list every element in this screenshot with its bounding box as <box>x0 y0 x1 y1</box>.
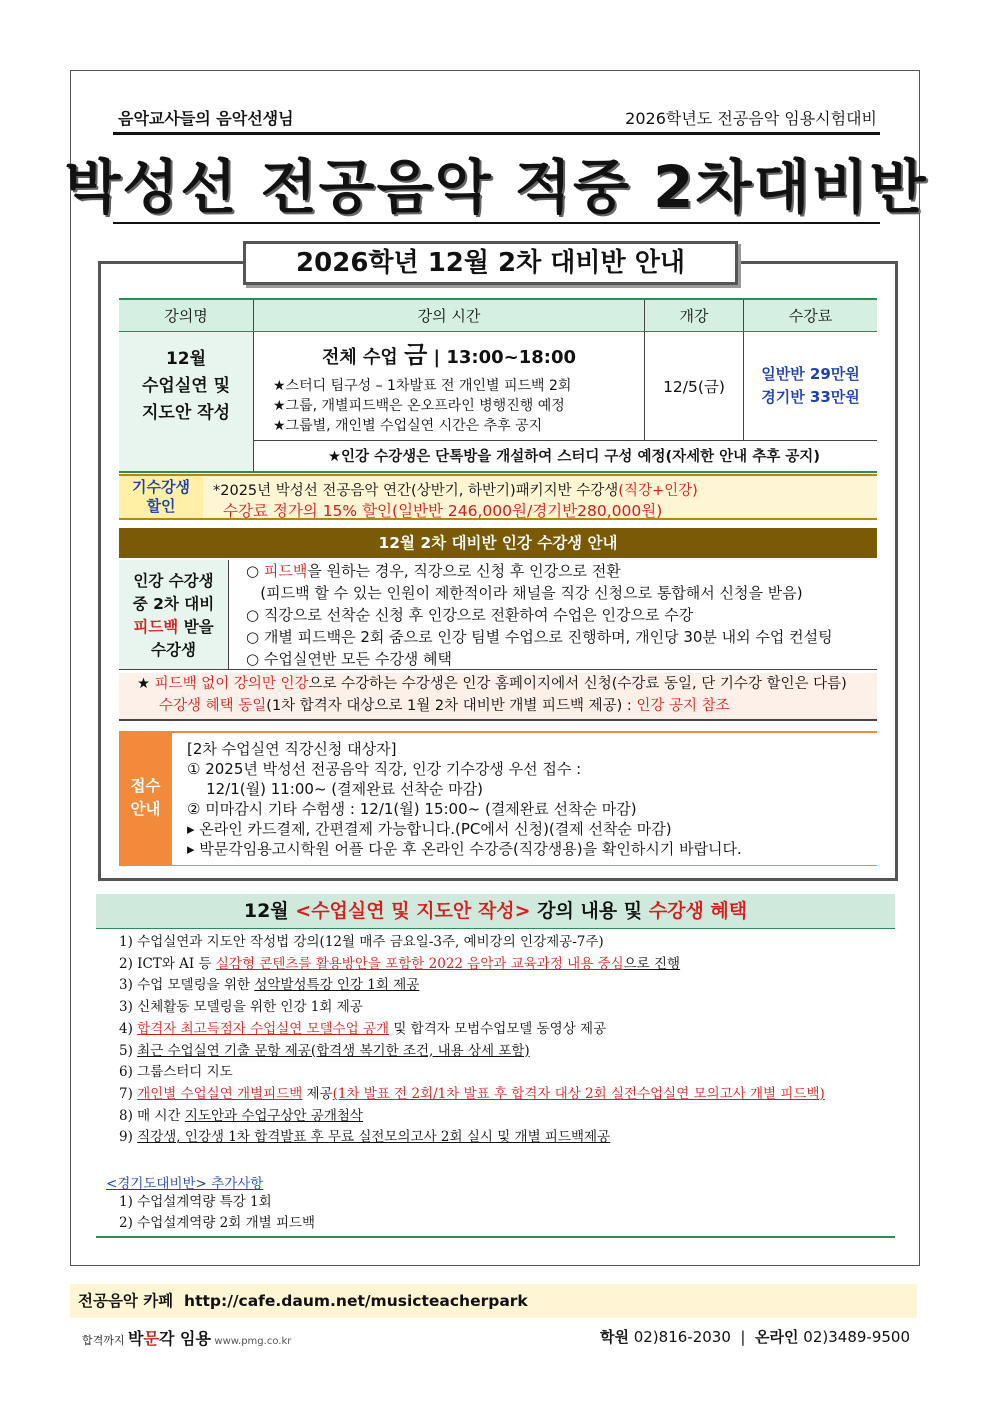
benefit-item: 1) 수업실연과 지도안 작성법 강의(12월 매주 금요일-3주, 예비강의 인강제공-7주) <box>119 934 604 950</box>
lecture-time-cell <box>254 332 645 441</box>
benefit-highlight: 합격자 최고득점자 수업실연 모델수업 공개 <box>137 1020 390 1037</box>
col-lecture-name: 강의명 <box>119 299 254 332</box>
registration-label-line: 안내 <box>130 800 161 818</box>
benefit-item: 3) 신체활동 모델링을 위한 인강 1회 제공 <box>119 999 363 1016</box>
brand-url[interactable]: www.pmg.co.kr <box>214 1336 292 1347</box>
discount-label <box>119 476 203 518</box>
registration-line: ① 2025년 박성선 전공음악 직강, 인강 기수강생 우선 접수 : <box>187 760 582 778</box>
discount-condition <box>213 479 698 500</box>
registration-line: ② 미마감시 기타 수험생 : 12/1(월) 15:00~ (결제완료 선착순 마감) <box>187 800 637 818</box>
benefits-end-line <box>96 1236 895 1238</box>
note-spacer <box>119 440 254 472</box>
academy-phone: 02)816-2030 <box>633 1328 731 1346</box>
online-notice-text: 으로 수강하는 수강생은 인강 홈페이지에서 신청(수강료 동일, 단 기수강 할인은 다름) <box>308 676 847 692</box>
registration-top-line <box>119 731 877 733</box>
brand-char: 각 <box>158 1329 175 1348</box>
benefit-item <box>119 1084 825 1106</box>
brand-char: 박 <box>128 1329 144 1348</box>
cafe-bar <box>70 1284 917 1318</box>
registration-label-line: 접수 <box>130 777 161 795</box>
online-item-red: 피드백 <box>263 562 308 580</box>
online-notice <box>119 673 877 719</box>
online-label-line <box>119 616 228 639</box>
page-title: 박성선 전공음악 적중 2차대비반 <box>64 153 928 221</box>
benefit-text: 9) <box>119 1129 138 1146</box>
gyeonggi-extra-item: 2) 수업설계역량 2회 개별 피드백 <box>119 1214 316 1231</box>
benefit-item <box>119 954 825 976</box>
discount-label-line: 할인 <box>146 497 176 515</box>
registration-line: 12/1(월) 11:00~ (결제완료 선착순 마감) <box>187 780 483 798</box>
benefits-heading-text: 12월 <box>243 900 296 922</box>
col-lecture-time: 강의 시간 <box>254 299 645 332</box>
gyeonggi-extra-list <box>119 1192 315 1233</box>
time-day: 금 <box>404 341 428 370</box>
cafe-link[interactable]: http://cafe.daum.net/musicteacherpark <box>184 1292 528 1310</box>
online-heading: 12월 2차 대비반 인강 수강생 안내 <box>119 528 877 558</box>
benefit-highlight: 성악발성특강 인강 1회 제공 <box>254 977 420 994</box>
discount-panel <box>119 474 877 520</box>
benefit-item <box>119 1127 825 1149</box>
col-start-date: 개강 <box>645 299 744 332</box>
time-prefix: 전체 수업 <box>321 347 405 369</box>
title-divider <box>113 222 880 224</box>
online-notice-line <box>137 673 877 695</box>
online-item: ○ 수업실연반 모든 수강생 혜택 <box>246 650 453 668</box>
online-divider <box>119 669 877 670</box>
online-item: ○ 개별 피드백은 2회 줌으로 인강 팀별 수업으로 진행하며, 개인당 30분 내외 수업 컨설팅 <box>246 628 833 646</box>
benefit-highlight: 지도안과 수업구상안 공개첨삭 <box>184 1107 363 1124</box>
online-target-label <box>119 560 229 669</box>
lecture-name-line: 12월 <box>165 348 207 369</box>
online-items <box>246 560 833 670</box>
online-item <box>246 560 833 582</box>
online-notice-red: 피드백 없이 강의만 인강 <box>154 676 309 692</box>
benefit-item <box>119 1106 825 1128</box>
online-note: ★인강 수강생은 단톡방을 개설하여 스터디 구성 예정(자세한 안내 추후 공지) <box>254 440 878 472</box>
online-label-red: 피드백 <box>133 618 179 636</box>
benefits-heading-text: 강의 내용 및 <box>530 900 649 922</box>
lecture-note: ★그룹별, 개인별 수업실연 시간은 추후 공지 <box>273 418 543 435</box>
gyeonggi-extra-title: <경기도대비반> 추가사항 <box>106 1176 264 1192</box>
online-item: (피드백 할 수 있는 인원이 제한적이라 채널을 직강 신청으로 통합해서 신청을 받음) <box>246 584 803 602</box>
lecture-name-cell <box>119 332 254 441</box>
online-label-line: 인강 수강생 <box>133 572 214 590</box>
registration-line: ▸ 박문각임용고시학원 어플 다운 후 온라인 수강증(직강생용)을 확인하시기 바랍니다. <box>187 840 742 858</box>
benefit-text: 2) ICT와 AI 등 <box>119 955 216 972</box>
online-phone: 02)3489-9500 <box>803 1328 910 1346</box>
benefit-text: 7) <box>119 1085 138 1102</box>
phone-separator: | <box>740 1328 746 1346</box>
benefit-text: 4) <box>119 1020 138 1037</box>
brand-name: 임용 <box>174 1329 211 1348</box>
gyeonggi-extra-item: 1) 수업설계역량 특강 1회 <box>119 1194 272 1210</box>
lecture-time-main <box>255 335 643 370</box>
online-label-line: 수강생 <box>151 641 196 659</box>
fee-cell <box>744 332 878 441</box>
schedule-header-row <box>119 299 877 332</box>
benefit-text: 제공 <box>302 1085 333 1102</box>
benefits-heading <box>96 894 895 929</box>
brand-char-red: 문 <box>143 1329 159 1348</box>
contact-phones <box>600 1326 910 1347</box>
lecture-notes <box>255 376 643 436</box>
benefit-text: 으로 진행 <box>623 955 681 972</box>
lecture-note: ★스터디 팀구성 – 1차발표 전 개인별 피드백 2회 <box>273 378 572 395</box>
lecture-name-line: 지도안 작성 <box>141 402 231 423</box>
notice-box-title: 2026학년 12월 2차 대비반 안내 <box>243 241 738 285</box>
benefit-text: 5) <box>119 1042 138 1059</box>
brand-tagline: 합격까지 <box>82 1334 125 1347</box>
discount-condition-red: (직강+인강) <box>618 483 698 499</box>
header-exam-year: 2026학년도 전공음악 임용시험대비 <box>625 109 877 128</box>
registration-body <box>187 739 742 859</box>
benefit-text: 3) 수업 모델링을 위한 <box>119 977 255 994</box>
registration-label <box>119 731 172 865</box>
fee-gyeonggi: 경기반 33만원 <box>761 387 860 406</box>
online-phone-label: 온라인 <box>755 1328 799 1346</box>
lecture-name-line: 수업실연 및 <box>141 375 231 396</box>
online-item-text: 을 원하는 경우, 직강으로 신청 후 인강으로 전환 <box>307 562 621 580</box>
header-tagline: 음악교사들의 음악선생님 <box>118 109 294 128</box>
time-range: | 13:00~18:00 <box>427 347 577 369</box>
benefit-highlight: (1차 발표 전 2회/1차 발표 후 합격자 대상 2회 실전수업실연 모의고사 개별 피드백) <box>332 1085 825 1102</box>
cafe-label: 전공음악 카페 <box>78 1292 174 1310</box>
col-fee: 수강료 <box>744 299 878 332</box>
benefits-heading-red: <수업실연 및 지도안 작성> <box>295 900 531 922</box>
benefit-highlight: 개인별 수업실연 개별피드백 <box>137 1085 303 1102</box>
online-label-line: 중 2차 대비 <box>132 595 215 613</box>
academy-phone-label: 학원 <box>599 1328 629 1346</box>
online-item: ○ 직강으로 선착순 신청 후 인강으로 전환하여 수업은 인강으로 수강 <box>246 606 694 624</box>
benefit-text: 8) 매 시간 <box>119 1107 185 1124</box>
online-bottom-line <box>119 719 877 721</box>
online-label-text: 받을 <box>183 618 214 636</box>
lecture-note: ★그룹, 개별피드백은 온오프라인 병행진행 예정 <box>273 398 565 415</box>
start-date-cell: 12/5(금) <box>645 332 744 441</box>
online-notice-red: 수강생 혜택 동일 <box>159 698 267 714</box>
benefit-highlight: 최근 수업실연 기출 문항 제공(합격생 복기한 조건, 내용 상세 포함) <box>137 1042 530 1059</box>
benefit-item <box>119 1019 825 1041</box>
online-notice-line <box>137 695 877 717</box>
benefit-item <box>119 975 825 997</box>
discount-condition-text: *2025년 박성선 전공음악 연간(상반기, 하반기)패키지반 수강생 <box>213 483 619 499</box>
benefit-item <box>119 1041 825 1063</box>
benefit-text: 및 합격자 모범수업모델 동영상 제공 <box>389 1020 607 1037</box>
fee-general: 일반반 29만원 <box>761 364 860 383</box>
online-notice-text: (1차 합격자 대상으로 1월 2차 대비반 개별 피드백 제공) : <box>266 698 637 714</box>
schedule-table <box>119 298 877 473</box>
registration-line: ▸ 온라인 카드결제, 간편결제 가능합니다.(PC에서 신청)(결제 선착순 마감) <box>187 820 672 838</box>
online-notice-red: 인강 공지 참조 <box>636 698 730 714</box>
star-icon: ★ <box>137 676 155 692</box>
benefits-heading-red: 수강생 혜택 <box>648 900 748 922</box>
brand-logo <box>82 1326 291 1349</box>
registration-bottom-line <box>119 865 877 866</box>
header-divider <box>113 132 880 135</box>
discount-amount: 수강료 정가의 15% 할인(일반반 246,000원/경기반280,000원) <box>223 502 663 520</box>
benefit-item: 6) 그룹스터디 지도 <box>119 1064 233 1081</box>
benefit-highlight: 실감형 콘텐츠를 활용방안을 포함한 2022 음악과 교육과정 내용 중심 <box>215 955 624 972</box>
schedule-row <box>119 332 877 441</box>
online-item-text: ○ <box>246 562 264 580</box>
benefit-highlight: 직강생, 인강생 1차 합격발표 후 무료 실전모의고사 2회 실시 및 개별 피드백제공 <box>137 1129 611 1146</box>
registration-line: [2차 수업실연 직강신청 대상자] <box>187 740 397 758</box>
discount-label-line: 기수강생 <box>132 478 190 496</box>
schedule-note-row <box>119 440 877 472</box>
benefits-list <box>119 932 825 1149</box>
